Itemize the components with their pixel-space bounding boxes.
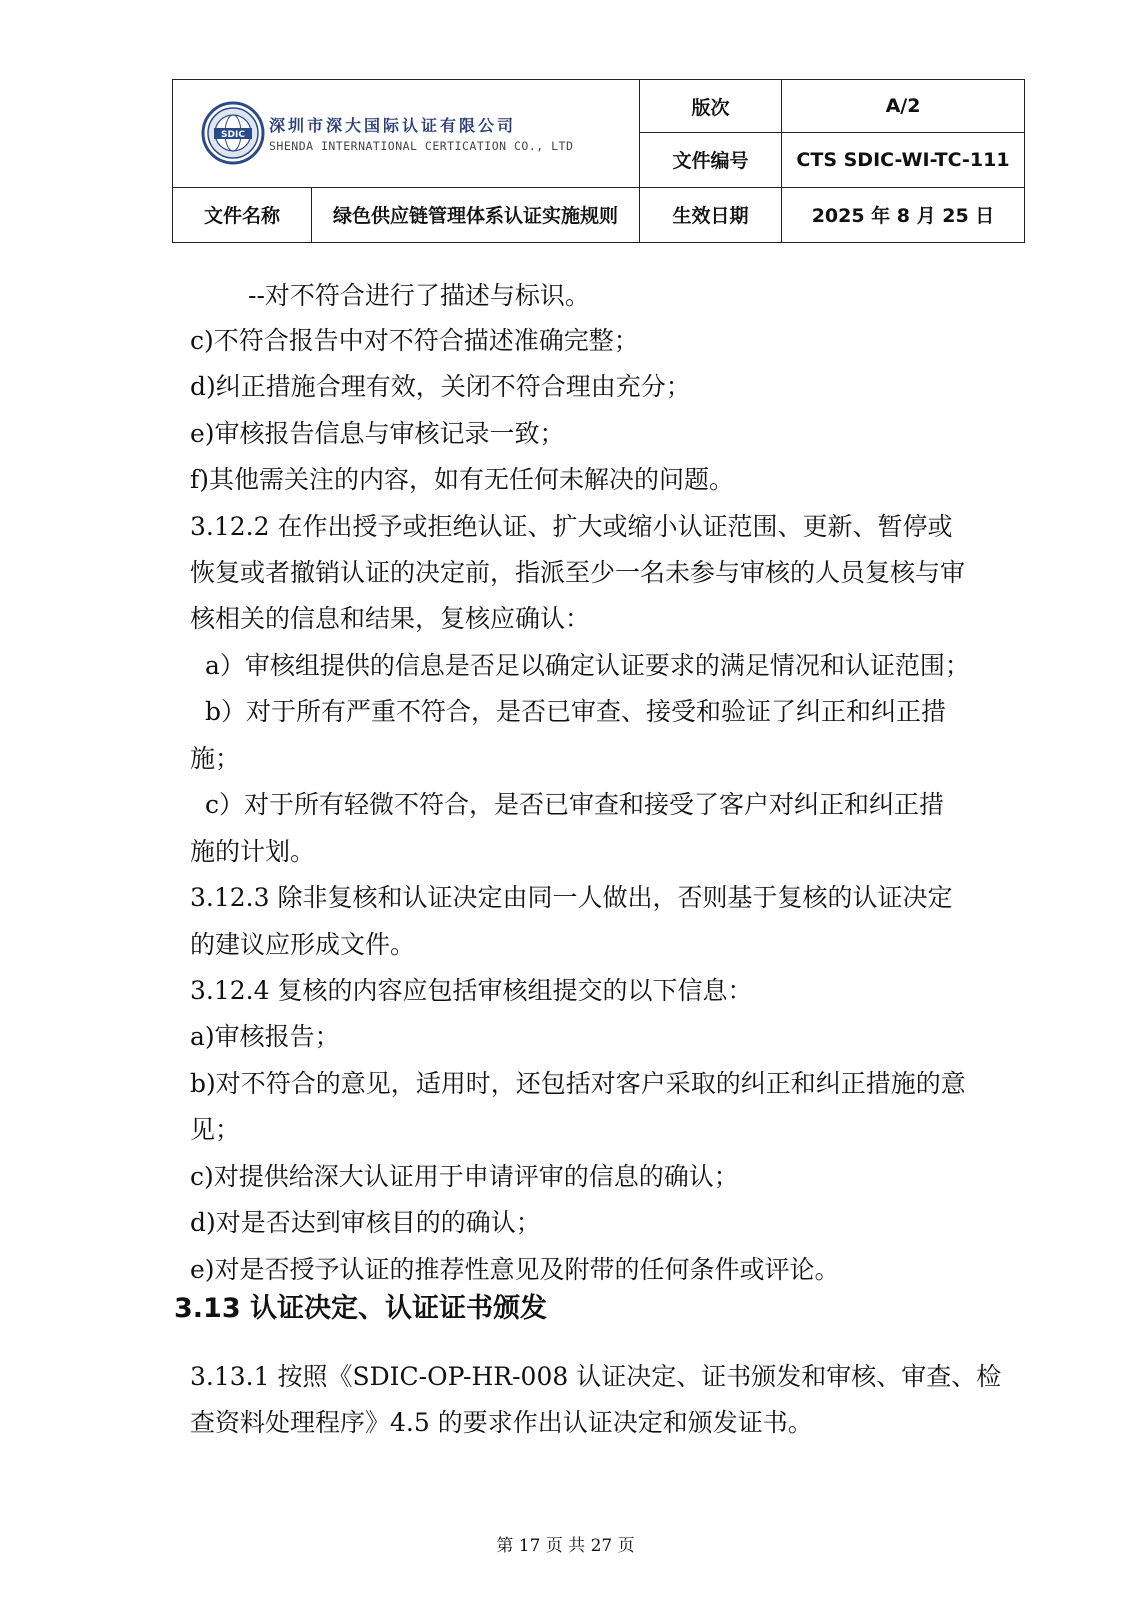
body-line: e)审核报告信息与审核记录一致； [190, 419, 565, 448]
body-line: c）对于所有轻微不符合，是否已审查和接受了客户对纠正和纠正措 [205, 790, 945, 819]
doc-name-value: 绿色供应链管理体系认证实施规则 [312, 187, 640, 242]
company-logo-cell [173, 80, 640, 188]
body-line: 的建议应形成文件。 [190, 930, 416, 959]
svg-text:SDIC: SDIC [221, 130, 245, 141]
effective-date-label: 生效日期 [640, 187, 782, 242]
sdic-seal-icon [201, 101, 265, 165]
body-line: c)对提供给深大认证用于申请评审的信息的确认； [190, 1162, 739, 1191]
body-line: d)对是否达到审核目的的确认； [190, 1208, 541, 1237]
body-line: 3.12.3 除非复核和认证决定由同一人做出，否则基于复核的认证决定 [190, 883, 953, 912]
body-line: c)不符合报告中对不符合描述准确完整； [190, 326, 639, 355]
version-value: A/2 [782, 80, 1025, 133]
section-heading: 3.13 认证决定、认证证书颁发 [174, 1293, 548, 1324]
company-name-cn: 深圳市深大国际认证有限公司 [269, 116, 517, 136]
version-label: 版次 [640, 80, 782, 133]
body-line: 核相关的信息和结果，复核应确认： [190, 604, 591, 633]
body-line: 查资料处理程序》4.5 的要求作出认证决定和颁发证书。 [190, 1408, 813, 1437]
body-line: 恢复或者撤销认证的决定前，指派至少一名未参与审核的人员复核与审 [190, 558, 966, 587]
doc-name-label: 文件名称 [173, 187, 312, 242]
company-name-en: SHENDA INTERNATIONAL CERTICATION CO., LTD [269, 139, 574, 154]
body-line: 施； [190, 744, 241, 773]
body-line: a)审核报告； [190, 1022, 340, 1051]
doc-no-value: CTS SDIC-WI-TC-111 [782, 133, 1025, 187]
body-line: f)其他需关注的内容，如有无任何未解决的问题。 [190, 465, 735, 494]
company-logo [173, 101, 639, 165]
body-line: --对不符合进行了描述与标识。 [248, 281, 590, 310]
body-line: d)纠正措施合理有效，关闭不符合理由充分； [190, 372, 691, 401]
body-line: 见； [190, 1115, 241, 1144]
body-line: 3.12.4 复核的内容应包括审核组提交的以下信息： [190, 976, 753, 1005]
doc-no-label: 文件编号 [640, 133, 782, 187]
body-line: b)对不符合的意见，适用时，还包括对客户采取的纠正和纠正措施的意 [190, 1069, 966, 1098]
effective-date-value: 2025 年 8 月 25 日 [782, 187, 1025, 242]
body-line: e)对是否授予认证的推荐性意见及附带的任何条件或评论。 [190, 1255, 840, 1284]
document-header-table [172, 79, 1025, 243]
body-line: 施的计划。 [190, 837, 316, 866]
page-number: 第 17 页 共 27 页 [496, 1536, 635, 1556]
body-line: 3.13.1 按照《SDIC-OP-HR-008 认证决定、证书颁发和审核、审查、检 [190, 1362, 1002, 1391]
body-line: a）审核组提供的信息是否足以确定认证要求的满足情况和认证范围； [205, 651, 970, 680]
body-line: b）对于所有严重不符合，是否已审查、接受和验证了纠正和纠正措 [205, 697, 947, 726]
body-line: 3.12.2 在作出授予或拒绝认证、扩大或缩小认证范围、更新、暂停或 [190, 512, 953, 541]
